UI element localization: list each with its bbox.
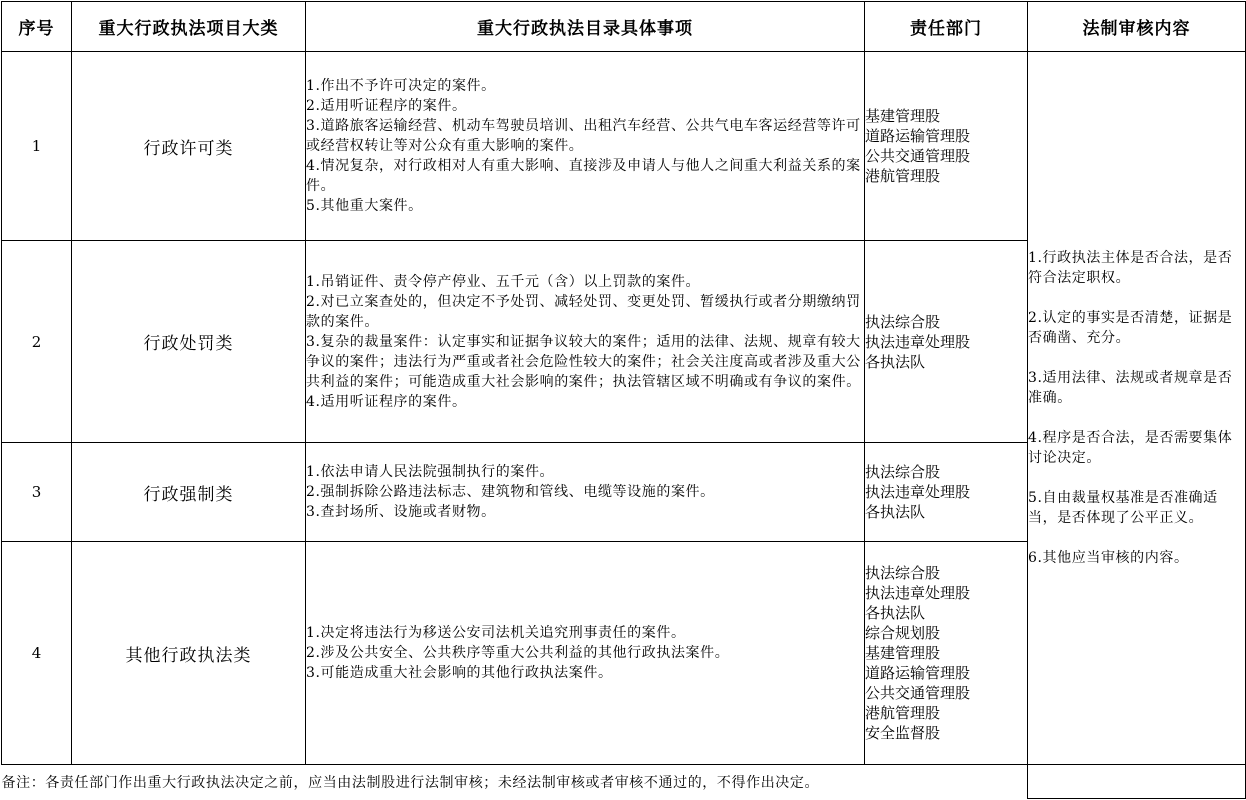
note-row [2, 765, 1246, 799]
row-items [306, 241, 865, 443]
dept-line: 公共交通管理股 [865, 147, 971, 165]
dept-line: 安全监督股 [865, 724, 941, 742]
review-line: 4.程序是否合法，是否需要集体讨论决定。 [1028, 430, 1233, 466]
row-items [306, 52, 865, 241]
item-line: 4.情况复杂，对行政相对人有重大影响、直接涉及申请人与他人之间重大利益关系的案件。 [306, 158, 861, 194]
row-items [306, 542, 865, 765]
review-line: 2.认定的事实是否清楚，证据是否确凿、充分。 [1028, 310, 1233, 346]
row-category: 其他行政执法类 [72, 542, 306, 765]
item-line: 5.其他重大案件。 [306, 198, 423, 214]
dept-line: 执法综合股 [865, 312, 941, 331]
dept-line: 各执法队 [865, 352, 926, 371]
dept-line: 各执法队 [865, 604, 926, 622]
header-dept: 责任部门 [865, 2, 1028, 52]
dept-line: 执法违章处理股 [865, 584, 971, 602]
dept-line: 基建管理股 [865, 644, 941, 662]
enforcement-table [1, 1, 1246, 799]
header-row [2, 2, 1246, 52]
item-line: 1.吊销证件、责令停产停业、五千元（含）以上罚款的案件。 [306, 273, 701, 290]
header-idx: 序号 [2, 2, 72, 52]
review-line: 3.适用法律、法规或者规章是否准确。 [1028, 370, 1233, 406]
item-line: 2.涉及公共安全、公共秩序等重大公共利益的其他行政执法案件。 [306, 645, 730, 661]
dept-line: 道路运输管理股 [865, 664, 971, 682]
dept-line: 执法综合股 [865, 463, 941, 481]
review-line: 6.其他应当审核的内容。 [1028, 550, 1189, 566]
review-content [1028, 52, 1246, 765]
item-line: 2.强制拆除公路违法标志、建筑物和管线、电缆等设施的案件。 [306, 484, 715, 500]
row-dept [865, 542, 1028, 765]
row-dept [865, 241, 1028, 443]
note-spacer [1028, 765, 1246, 799]
item-line: 1.决定将违法行为移送公安司法机关追究刑事责任的案件。 [306, 625, 686, 641]
dept-line: 执法违章处理股 [865, 483, 971, 501]
item-line: 1.作出不予许可决定的案件。 [306, 78, 496, 94]
row-category: 行政许可类 [72, 52, 306, 241]
row-category: 行政强制类 [72, 443, 306, 542]
header-category: 重大行政执法项目大类 [72, 2, 306, 52]
table-row [2, 52, 1246, 241]
dept-line: 港航管理股 [865, 704, 941, 722]
item-line: 3.道路旅客运输经营、机动车驾驶员培训、出租汽车经营、公共气电车客运经营等许可或经营权转让等对公众有重大影响的案件。 [306, 118, 861, 154]
header-items: 重大行政执法目录具体事项 [306, 2, 865, 52]
item-line: 3.可能造成重大社会影响的其他行政执法案件。 [306, 665, 613, 681]
review-line: 1.行政执法主体是否合法，是否符合法定职权。 [1028, 250, 1233, 286]
item-line: 2.对已立案查处的，但决定不予处罚、减轻处罚、变更处罚、暂缓执行或者分期缴纳罚款的案件。 [306, 293, 861, 330]
dept-line: 道路运输管理股 [865, 127, 971, 145]
review-line: 5.自由裁量权基准是否准确适当，是否体现了公平正义。 [1028, 490, 1218, 526]
note-text: 备注：各责任部门作出重大行政执法决定之前，应当由法制股进行法制审核；未经法制审核或者审核不通过的，不得作出决定。 [1, 774, 820, 791]
header-review: 法制审核内容 [1028, 2, 1246, 52]
dept-line: 公共交通管理股 [865, 684, 971, 702]
dept-line: 执法综合股 [865, 564, 941, 582]
row-index: 3 [2, 443, 72, 542]
item-line: 2.适用听证程序的案件。 [306, 98, 467, 114]
dept-line: 港航管理股 [865, 167, 941, 185]
row-index: 4 [2, 542, 72, 765]
row-index: 1 [2, 52, 72, 241]
row-dept [865, 443, 1028, 542]
item-line: 3.查封场所、设施或者财物。 [306, 504, 496, 520]
item-line: 3.复杂的裁量案件：认定事实和证据争议较大的案件；适用的法律、法规、规章有较大争议的案件；违法行为严重或者社会危险性较大的案件；社会关注度高或者涉及重大公共利益的案件；可能造成重大社会影响的案件；执法管辖区域不明确或有争议的案件。 [306, 333, 861, 390]
dept-line: 执法违章处理股 [865, 332, 971, 351]
item-line: 4.适用听证程序的案件。 [306, 393, 467, 410]
row-category: 行政处罚类 [72, 241, 306, 443]
dept-line: 基建管理股 [865, 107, 941, 125]
dept-line: 综合规划股 [865, 624, 941, 642]
row-index: 2 [2, 241, 72, 443]
row-dept [865, 52, 1028, 241]
row-items [306, 443, 865, 542]
dept-line: 各执法队 [865, 503, 926, 521]
item-line: 1.依法申请人民法院强制执行的案件。 [306, 464, 555, 480]
